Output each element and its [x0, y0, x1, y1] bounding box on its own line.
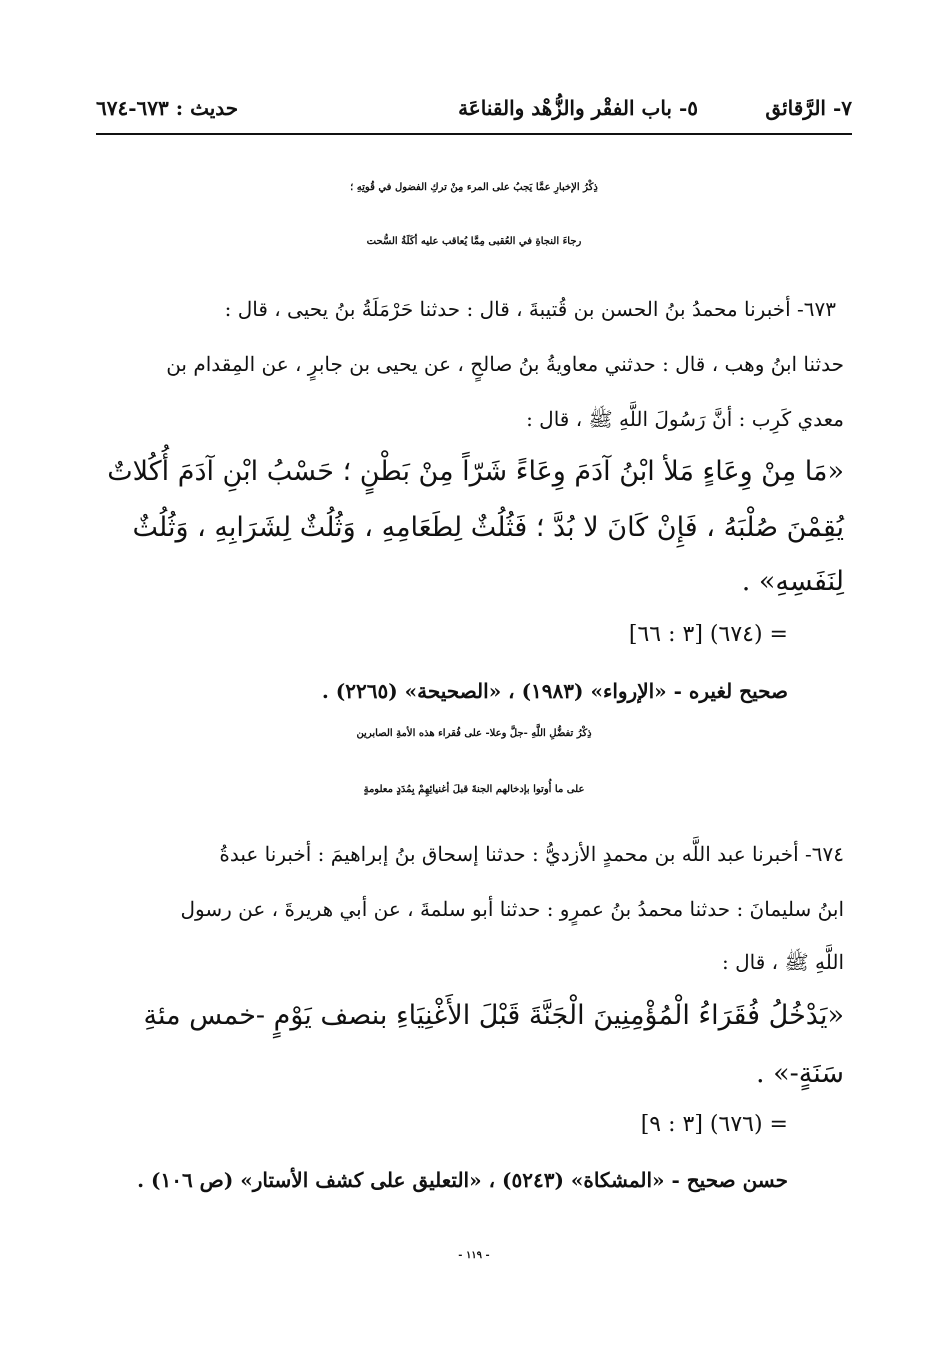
section1-cross-reference: = (٦٧٤) [٣ : ٦٦]: [628, 622, 788, 647]
section2-isnad-line2: ابنُ سليمانَ : حدثنا محمدُ بنُ عمرٍو : حدثنا أبو سلمةَ ، عن أبي هريرةَ ، عن رسول: [180, 897, 844, 921]
section2-grade: حسن صحيح - «المشكاة» (٥٢٤٣) ، «التعليق على كشف الأستار» (ص ١٠٦) .: [137, 1168, 788, 1192]
running-header-book: ٧- الرَّقائق: [765, 96, 852, 120]
section1-matn-line2: يُقِمْنَ صُلْبَهُ ، فَإِنْ كَانَ لا بُدَّ ؛ فَثُلُثٌ لِطَعَامِهِ ، وَثُلُثٌ لِشَرَابِهِ ، وَثُلُثٌ: [132, 512, 844, 543]
section2-heading-line1: ذِكْرُ تفضُّلِ اللَّهِ -جلَّ وعلا- على فُقراء هذه الأمةِ الصابرين: [356, 728, 592, 739]
header-rule: [96, 133, 852, 135]
section2-matn-line2: سَنَةٍ-» .: [755, 1058, 844, 1089]
running-header-hadith-range: حديث : ٦٧٣-٦٧٤: [96, 96, 239, 120]
section1-isnad-line1: ٦٧٣- أخبرنا محمدُ بنُ الحسن بن قُتيبةَ ، قال : حدثنا حَرْمَلَةُ بنُ يحيى ، قال :: [224, 297, 836, 321]
section2-isnad-line3: اللَّهِ ﷺ ، قال :: [722, 950, 844, 974]
section2-cross-reference: = (٦٧٦) [٣ : ٩]: [640, 1112, 788, 1137]
section1-heading-line2: رجاءَ النجاةِ في العُقبى مِمَّا يُعاقب عليه أكَلَةُ السُّحت: [366, 236, 582, 247]
section2-matn-line1: «يَدْخُلُ فُقَرَاءُ الْمُؤْمِنِينَ الْجَنَّةَ قَبْلَ الأَغْنِيَاءِ بنصف يَوْمٍ -خمس مئةِ: [143, 1000, 844, 1031]
section1-grade: صحيح لغيره - «الإرواء» (١٩٨٣) ، «الصحيحة» (٢٢٦٥) .: [321, 679, 788, 703]
section2-isnad-line1: ٦٧٤- أخبرنا عبد اللَّه بن محمدٍ الأزديُّ : حدثنا إسحاق بنُ إبراهيمَ : أخبرنا عبدةُ: [219, 842, 844, 866]
section1-isnad-line3: معدي كَرِب : أنَّ رَسُولَ اللَّهِ ﷺ ، قال :: [526, 407, 844, 431]
section1-heading-line1: ذِكْرُ الإخبارِ عمَّا يَجبُ على المرء مِنْ تركِ الفضول في قُوتِهِ ؛: [350, 182, 598, 193]
page-number: - ١١٩ -: [458, 1250, 490, 1261]
section1-matn-line3: لِنَفَسِهِ» .: [741, 566, 844, 597]
running-header-chapter: ٥- باب الفقْر والزُّهْد والقناعَة: [458, 96, 698, 120]
section1-matn-line1: «مَا مِنْ وِعَاءٍ مَلأ ابْنُ آدَمَ وِعَاءً شَرّاً مِنْ بَطْنٍ ؛ حَسْبُ ابْنِ آدَمَ أُكُلاتٌ: [107, 456, 844, 487]
section2-heading-line2: على ما أُوتوا بإدخالهم الجنةَ قبلَ أغنيائِهِمْ بِمُدَدٍ معلومةٍ: [363, 784, 585, 795]
section1-isnad-line2: حدثنا ابنُ وهب ، قال : حدثني معاويةُ بنُ صالحٍ ، عن يحيى بن جابرٍ ، عن المِقدام بن: [166, 352, 844, 376]
